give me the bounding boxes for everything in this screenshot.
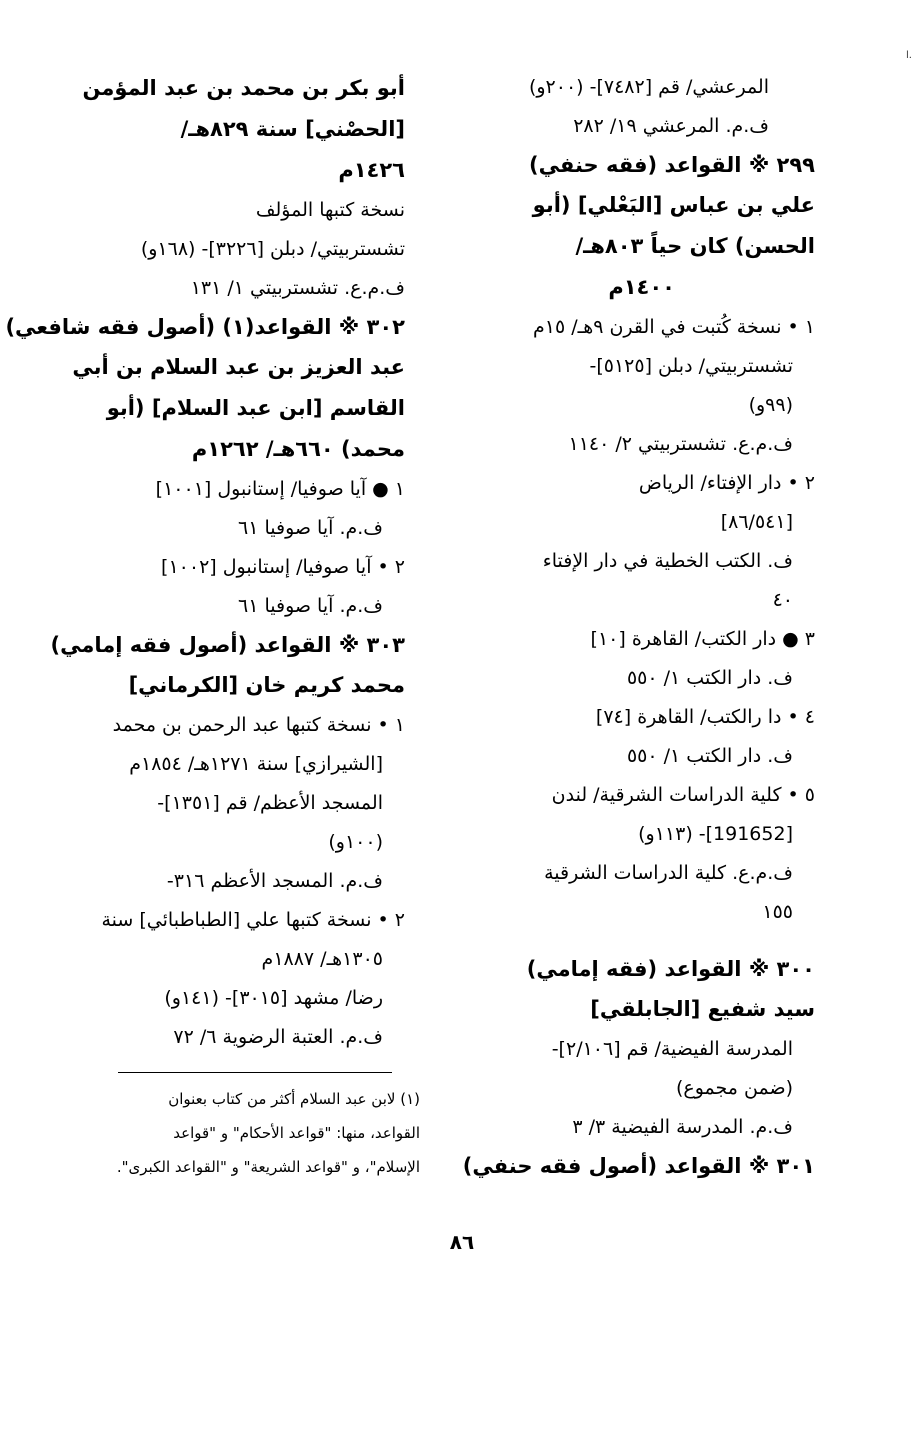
author-line: محمد كريم خان [الكرماني] — [128, 673, 405, 697]
left-column-line: ١٣٠٥هـ/ ١٨٨٧م — [261, 948, 383, 970]
left-column-line: ف.م. آيا صوفيا ٦١ — [238, 517, 383, 539]
author-line: الحسن) كان حياً ٨٠٣هـ/ — [575, 234, 815, 258]
left-column-line: ف.م. العتبة الرضوية ٦/ ٧٢ — [173, 1026, 383, 1048]
author-line: علي بن عباس [البَعْلي] (أبو — [532, 193, 815, 217]
right-column-line: ٤ • دا رالكتب/ القاهرة [٧٤] — [595, 706, 815, 728]
footnote-line: الإسلام"، و "قواعد الشريعة" و "القواعد الكبرى". — [116, 1158, 420, 1176]
author-line: ١٤٢٦م — [338, 158, 405, 182]
author-line: ١٤٠٠م — [608, 275, 675, 299]
author-line: القاسم [ابن عبد السلام] (أبو — [106, 396, 405, 420]
right-column-line: [٨٦/٥٤١] — [720, 511, 793, 533]
left-column-line: ١ ● آيا صوفيا/ إستانبول [١٠٠١] — [155, 478, 405, 500]
footnote-line: (١) لابن عبد السلام أكثر من كتاب بعنوان — [168, 1090, 420, 1108]
left-column-line: نسخة كتبها المؤلف — [255, 199, 405, 221]
right-column-line: ف.م.ع. تشستربيتي ٢/ ١١٤٠ — [568, 433, 793, 455]
left-column-line: تشستربيتي/ دبلن [٣٢٢٦]- (١٦٨و) — [140, 238, 405, 260]
left-column-line: المسجد الأعظم/ قم [١٣٥١]- — [157, 792, 383, 814]
left-column-line: [الشيرازي] سنة ١٢٧١هـ/ ١٨٥٤م — [129, 753, 383, 775]
author-line: سيد شفيع [الجابلقي] — [590, 997, 815, 1021]
left-column-line: ف.م. المسجد الأعظم ٣١٦- — [166, 870, 383, 892]
entry-heading: ٣٠٢ ※ القواعد(١) (أصول فقه شافعي) — [5, 315, 405, 339]
spacer — [472, 932, 815, 950]
left-column-line: ١ • نسخة كتبها عبد الرحمن بن محمد — [112, 714, 405, 736]
right-column-line: ف. دار الكتب ١/ ٥٥٠ — [626, 745, 793, 767]
left-column-line: ٢ • آيا صوفيا/ إستانبول [١٠٠٢] — [161, 556, 405, 578]
right-column-line: ٤٠ — [772, 589, 793, 611]
right-column-line: تشستربيتي/ دبلن [٥١٢٥]- — [589, 355, 793, 377]
right-column-line: ١ • نسخة كُتبت في القرن ٩هـ/ ١٥م — [533, 316, 815, 338]
left-column — [5, 68, 405, 1057]
entry-heading: ٢٩٩ ※ القواعد (فقه حنفي) — [528, 153, 815, 177]
author-line: محمد) ٦٦٠هـ/ ١٢٦٢م — [191, 437, 405, 461]
right-column-line: المدرسة الفيضية/ قم [٢/١٠٦]- — [551, 1038, 793, 1060]
author-line: أبو بكر بن محمد بن عبد المؤمن — [82, 76, 405, 100]
left-column-line: ٢ • نسخة كتبها علي [الطباطبائي] سنة — [101, 909, 405, 931]
footnote — [85, 1082, 420, 1184]
footnote-divider — [118, 1072, 392, 1073]
right-column-line: ف.م.ع. كلية الدراسات الشرقية — [544, 862, 793, 884]
right-column-line: ٣ ● دار الكتب/ القاهرة [١٠] — [590, 628, 815, 650]
right-column-line: ف.م. المدرسة الفيضية ٣/ ٣ — [572, 1116, 793, 1138]
right-column — [462, 68, 815, 1186]
footnote-line: القواعد، منها: "قواعد الأحكام" و "قواعد — [173, 1124, 420, 1142]
right-column-line: ١٥٥ — [762, 901, 793, 923]
entry-heading: ٣٠٣ ※ القواعد (أصول فقه إمامي) — [50, 633, 405, 657]
corner-mark: ا. — [906, 50, 912, 61]
right-column-line: ٢ • دار الإفتاء/ الرياض — [638, 472, 815, 494]
author-line: عبد العزيز بن عبد السلام بن أبي — [72, 355, 405, 379]
right-column-line: ف. الكتب الخطية في دار الإفتاء — [542, 550, 793, 572]
right-column-line: (ضمن مجموع) — [675, 1077, 793, 1099]
right-column-line: المرعشي/ قم [٧٤٨٢]- (٢٠٠و) — [528, 76, 769, 98]
left-column-line: ف.م. آيا صوفيا ٦١ — [238, 595, 383, 617]
right-column-line: [191652]- (١١٣و) — [638, 823, 793, 845]
left-column-line: رضا/ مشهد [٣٠١٥]- (١٤١و) — [164, 987, 383, 1009]
left-column-line: (١٠٠و) — [328, 831, 383, 853]
page-number: ٨٦ — [449, 1230, 475, 1254]
right-column-line: ف.م. المرعشي ١٩/ ٢٨٢ — [573, 115, 769, 137]
right-column-line: (٩٩و) — [748, 394, 793, 416]
entry-heading: ٣٠١ ※ القواعد (أصول فقه حنفي) — [462, 1154, 815, 1178]
right-column-line: ٥ • كلية الدراسات الشرقية/ لندن — [551, 784, 815, 806]
left-column-line: ف.م.ع. تشستربيتي ١/ ١٣١ — [190, 277, 405, 299]
right-column-line: ف. دار الكتب ١/ ٥٥٠ — [626, 667, 793, 689]
entry-heading: ٣٠٠ ※ القواعد (فقه إمامي) — [526, 957, 815, 981]
author-line: [الحصْني] سنة ٨٢٩هـ/ — [180, 117, 405, 141]
